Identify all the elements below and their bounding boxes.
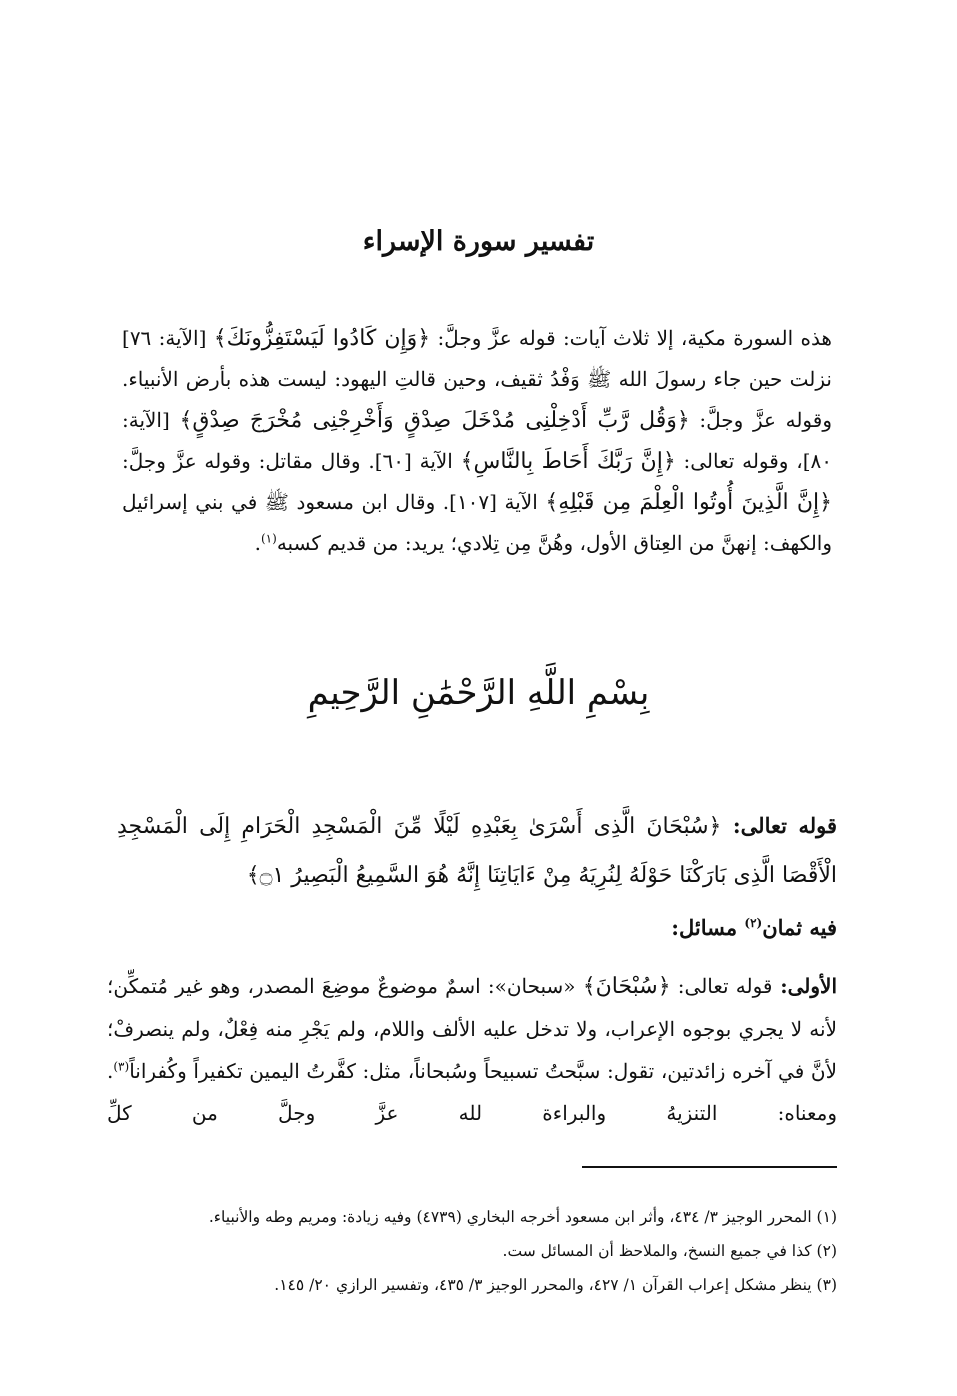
quran-quote-2: ﴿وَقُل رَّبِّ أَدْخِلْنِى مُدْخَلَ صِدْقٍ وَأَخْرِجْنِى مُخْرَجَ صِدْقٍ﴾ [179,408,690,433]
issues-heading-post: مسائل: [671,915,745,940]
intro-text-1: هذه السورة مكية، إلا ثلاث آيات: قوله عزَّ وجلَّ: [430,326,832,350]
first-issue-text-3: . ومعناه: التنزيهُ والبراءة لله عزَّ وجلَّ من كلِّ [107,1059,837,1125]
verse-text: ﴿سُبْحَانَ الَّذِى أَسْرَىٰ بِعَبْدِهِ لَيْلًا مِّنَ الْمَسْجِدِ الْحَرَامِ إِلَى الْمَسْجِدِ الْأَقْصَا الَّذِى بَارَكْنَا حَوْلَهُ لِنُرِيَهُ مِنْ ءَايَاتِنَا إِنَّهُ هُوَ السَّمِيعُ الْبَصِيرُ ۝١﴾ [117,814,837,888]
footnote-divider [582,1166,837,1168]
footnote-ref-2: (٢) [744,916,763,930]
intro-end: . [254,531,261,555]
footnote-1: (١) المحرر الوجيز ٣/ ٤٣٤، وأثر ابن مسعود أخرجه البخاري (٤٧٣٩) وفيه زيادة: ومريم وطه والأنبياء. [208,1208,837,1226]
intro-text-2: [الآية: ٧٦] نزلت حين جاء رسولَ الله ﷺ وَفْدُ ثقيف، وحين قالتِ اليهود: ليست هذه بأرض الأنبياء. وقوله عزَّ وجلَّ: [122,326,832,432]
footnote-3: (٣) ينظر مشكل إعراب القرآن ١/ ٤٢٧، والمحرر الوجيز ٣/ ٤٣٥، وتفسير الرازي ٢٠/ ١٤٥. [274,1276,837,1294]
first-issue-paragraph [107,965,837,1134]
first-issue-quote: ﴿سُبْحَانَ﴾ [582,974,671,999]
footnotes [97,1200,837,1302]
issues-heading [117,908,837,948]
intro-text-5: الآية [١٠٧]. وقال ابن مسعود ﷺ في بني إسرائيل والكهف: إنهنَّ من العِتاق الأول، وهُنَّ مِن تِلادي؛ يريد: من قديم كسبه [122,490,832,555]
verse-label: قوله تعالى: [721,813,837,838]
intro-text-4: الآية [٦٠]. وقال مقاتل: وقوله عزَّ وجلَّ: [122,449,461,473]
first-issue-label: الأولى: [772,974,837,998]
issues-heading-pre: فيه ثمان [762,915,837,940]
quran-quote-1: ﴿وَإِن كَادُوا لَيَسْتَفِزُّونَكَ﴾ [213,326,431,351]
intro-paragraph [122,318,832,564]
first-issue-text-1: قوله تعالى: [670,974,773,998]
first-issue-text-2: «سبحان»: اسمٌ موضوعٌ موضِعَ المصدر، وهو غير مُتمكِّن؛ لأنه لا يجري بوجوه الإعراب، ولا تدخل عليه الألف واللام، ولم يَجْرِ منه فِعْلٌ، ولم ينصرفْ؛ لأنَّ في آخره زائدتين، تقول: سبَّحتُ تسبيحاً وسُبحاناً، مثل: كفَّرتُ اليمين تكفيراً وكُفراناً [107,974,837,1083]
intro-text-3: [الآية: ٨٠]، وقوله تعالى: [122,408,832,473]
page-title: تفسير سورة الإسراء [362,226,595,257]
footnote-ref-1: (١) [260,531,277,546]
basmala: بِسْمِ اللَّهِ الرَّحْمَٰنِ الرَّحِيمِ [307,673,650,713]
quran-quote-4: ﴿إِنَّ الَّذِينَ أُوتُوا الْعِلْمَ مِن قَبْلِهِ﴾ [545,490,832,515]
footnote-ref-3: (٣) [113,1059,130,1074]
quran-quote-3: ﴿إِنَّ رَبَّكَ أَحَاطَ بِالنَّاسِ﴾ [460,449,676,474]
footnote-2: (٢) كذا في جميع النسخ، والملاحظ أن المسائل ست. [502,1242,837,1260]
verse-paragraph [117,802,837,900]
